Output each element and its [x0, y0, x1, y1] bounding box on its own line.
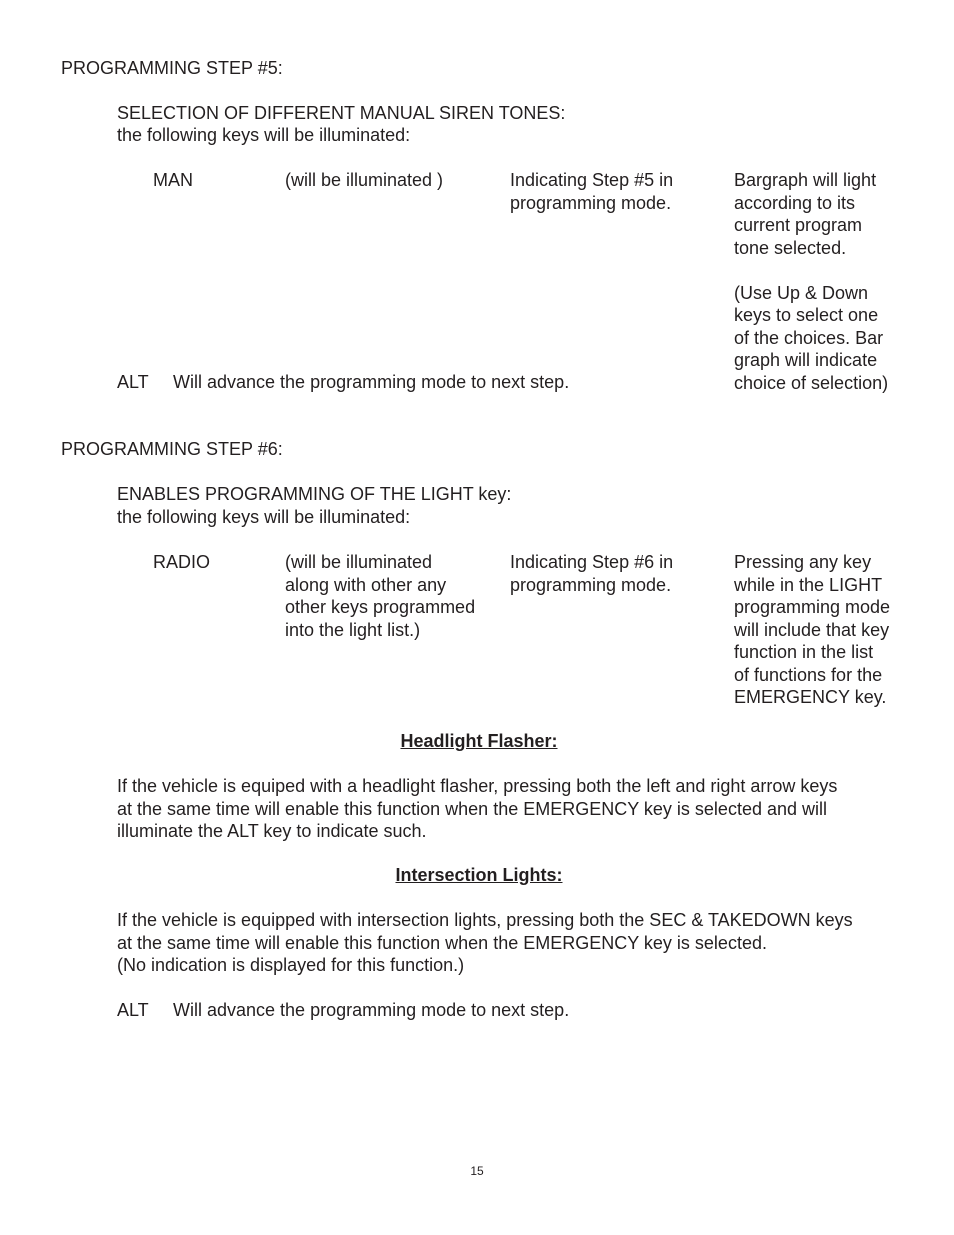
intersection-line: If the vehicle is equipped with intersection lights, pressing both the SEC & TAKEDOWN keys [117, 910, 853, 930]
step5-note-line [734, 259, 888, 282]
step6-note-line: while in the LIGHT [734, 574, 883, 595]
step6-title: PROGRAMMING STEP #6: [61, 439, 283, 459]
final-alt-text: Will advance the programming mode to next step. [173, 1000, 570, 1020]
step5-note-line: tone selected. [734, 237, 847, 258]
step5-title: PROGRAMMING STEP #5: [61, 58, 283, 78]
step6-indication-line: Indicating Step #6 in [510, 552, 674, 572]
page-number: 15 [470, 1164, 484, 1178]
step6-note-line: of functions for the [734, 664, 883, 685]
step6-key-state-line: other keys programmed [285, 597, 476, 617]
step5-indication-line: programming mode. [510, 192, 672, 213]
step5-note [734, 169, 888, 394]
step5-subtitle: SELECTION OF DIFFERENT MANUAL SIREN TONES: [117, 103, 566, 123]
step6-note-line: EMERGENCY key. [734, 687, 887, 707]
step6-key: RADIO [153, 552, 211, 572]
headlight-line: If the vehicle is equiped with a headlight flasher, pressing both the left and right arrow keys [117, 776, 838, 796]
step5-note-line: (Use Up & Down [734, 282, 869, 303]
step6-key-state [285, 551, 475, 641]
step5-alt-text: Will advance the programming mode to next step. [173, 372, 570, 392]
step6-key-state-line: along with other any [285, 574, 447, 595]
intersection-heading: Intersection Lights: [395, 865, 563, 885]
step5-alt-key: ALT [117, 372, 149, 392]
step5-key-state: (will be illuminated ) [285, 170, 444, 190]
step5-note-line: keys to select one [734, 305, 879, 325]
step5-note-line: current program [734, 215, 863, 235]
headlight-heading: Headlight Flasher: [400, 731, 558, 751]
intersection-line: (No indication is displayed for this function.) [117, 955, 465, 975]
step6-subtitle: ENABLES PROGRAMMING OF THE LIGHT key: [117, 484, 512, 504]
headlight-line: at the same time will enable this function when the EMERGENCY key is selected and will [117, 798, 827, 819]
step5-key: MAN [153, 170, 193, 190]
step5-note-line: Bargraph will light [734, 170, 877, 190]
step5-note-line: choice of selection) [734, 372, 889, 393]
step6-indication-line: programming mode. [510, 574, 672, 595]
headlight-line: illuminate the ALT key to indicate such. [117, 821, 427, 841]
step5-note-line: graph will indicate [734, 350, 878, 370]
step5-indication-line: Indicating Step #5 in [510, 170, 674, 190]
step6-key-state-line: into the light list.) [285, 619, 421, 640]
intersection-line: at the same time will enable this function when the EMERGENCY key is selected. [117, 932, 767, 953]
step5-note-line: according to its [734, 192, 856, 213]
step6-note-line: will include that key [734, 619, 890, 640]
step6-intro: the following keys will be illuminated: [117, 507, 411, 527]
step6-note-line: programming mode [734, 597, 891, 617]
step6-key-state-line: (will be illuminated [285, 552, 433, 572]
final-alt-key: ALT [117, 1000, 149, 1020]
step6-note-line: Pressing any key [734, 552, 872, 572]
step6-note-line: function in the list [734, 642, 874, 662]
headlight-paragraph [117, 775, 837, 843]
step5-note-line: of the choices. Bar [734, 327, 884, 348]
intersection-paragraph [117, 909, 853, 977]
step6-note [734, 551, 890, 709]
step5-intro: the following keys will be illuminated: [117, 125, 411, 145]
step5-indication [510, 169, 673, 214]
step6-indication [510, 551, 673, 596]
